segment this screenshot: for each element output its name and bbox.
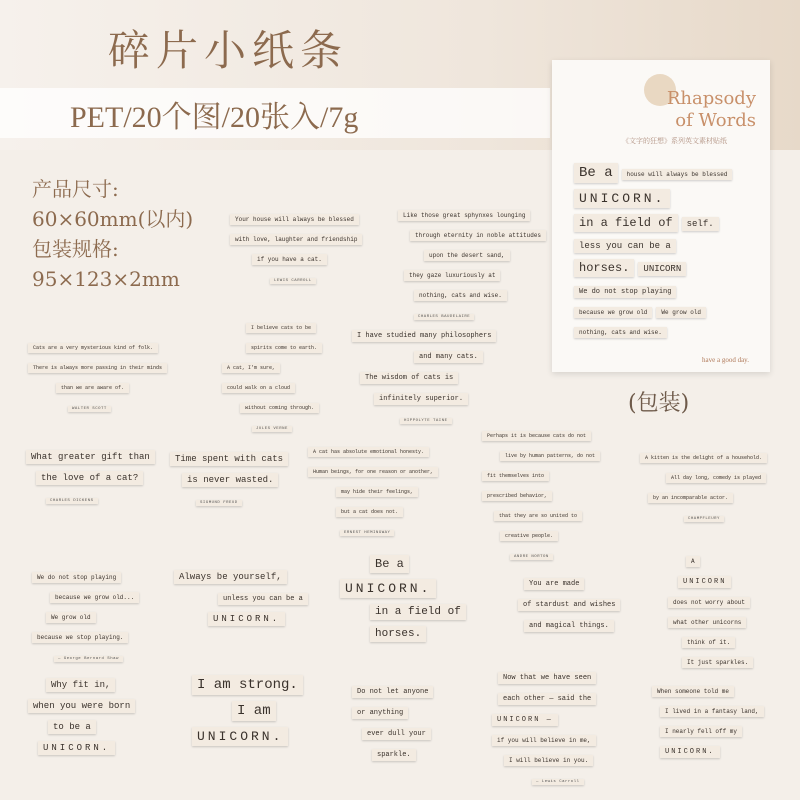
sticker-strip: I have studied many philosophers <box>352 330 496 342</box>
sticker-strip: with love, laughter and friendship <box>230 234 362 245</box>
sticker-sphynxes <box>398 204 546 323</box>
sticker-emotional-honesty <box>308 440 438 539</box>
sticker-strip: Do not let anyone <box>352 686 433 698</box>
package-image <box>552 60 770 372</box>
package-caption: (包装) <box>628 391 690 416</box>
product-subtitle: PET/20个图/20张入/7g <box>70 101 359 134</box>
package-slogan: have a good day. <box>702 356 749 364</box>
sticker-strip: than we are aware of. <box>56 383 129 393</box>
sticker-strip: UNICORN. <box>38 741 115 755</box>
package-strip: Be a <box>574 163 618 183</box>
sticker-strip: UNICORN — <box>492 714 558 726</box>
sticker-strip: each other — said the <box>498 693 596 705</box>
sticker-i-am-strong <box>192 672 303 749</box>
sticker-strip: We grow old <box>46 612 96 623</box>
sticker-strip: A cat, I'm sure, <box>222 363 280 373</box>
package-subtitle: 《文字的狂想》系列英文素材贴纸 <box>622 137 727 145</box>
package-strip: horses. <box>574 259 634 277</box>
sticker-signature: CHAMPFLEURY <box>684 516 724 522</box>
sticker-be-a-unicorn <box>340 552 466 645</box>
sticker-strip: infinitely superior. <box>374 393 468 405</box>
sticker-signature: SIGMUND FREUD <box>196 500 242 506</box>
sticker-spirits <box>222 316 322 435</box>
sticker-time-spent <box>170 448 288 509</box>
sticker-strip: Like those great sphynxes lounging <box>398 210 530 221</box>
sticker-strip: unless you can be a <box>218 593 308 605</box>
sticker-strip: that they are so united to <box>494 511 582 521</box>
sticker-unicorn-sparkles <box>668 550 753 671</box>
sticker-strip: I lived in a fantasy land, <box>660 706 764 717</box>
sticker-kitten-delight <box>640 446 767 525</box>
package-strip: We do not stop playing <box>574 286 676 298</box>
size-value: 60×60mm(以内) <box>32 207 194 231</box>
sticker-strip: because we grow old... <box>50 592 139 603</box>
sticker-philosophers <box>352 324 496 427</box>
sticker-why-fit-in <box>28 674 135 758</box>
sticker-strip: What greater gift than <box>26 450 155 464</box>
sticker-strip: All day long, comedy is played <box>666 473 766 483</box>
pack-value: 95×123×2mm <box>32 267 180 291</box>
sticker-strip: in a field of <box>370 604 466 620</box>
package-title-line2: of Words <box>675 110 756 131</box>
sticker-strip: because we stop playing. <box>32 632 128 643</box>
sticker-signature: ERNEST HEMINGWAY <box>340 530 394 536</box>
sticker-strip: ever dull your <box>362 728 431 740</box>
sticker-strip: could walk on a cloud <box>222 383 295 393</box>
sticker-strip: the love of a cat? <box>36 471 143 485</box>
package-strips <box>574 160 754 341</box>
sticker-greater-gift <box>26 446 155 507</box>
package-strip: We grow old <box>656 307 706 318</box>
sticker-strip: through eternity in noble attitudes <box>410 230 546 241</box>
sticker-stardust <box>518 572 620 635</box>
sticker-strip: may hide their feelings, <box>336 487 418 497</box>
sticker-strip: think of it. <box>682 637 735 648</box>
package-strip: in a field of <box>574 214 678 232</box>
sticker-signature: WALTER SCOTT <box>68 406 111 412</box>
pack-label: 包装规格: <box>32 237 119 261</box>
sticker-strip: Why fit in, <box>46 678 115 692</box>
sticker-strip: what other unicorns <box>668 617 746 628</box>
sticker-strip: prescribed behavior, <box>482 491 552 501</box>
sticker-strip: UNICORN. <box>208 612 285 626</box>
sticker-strip: UNICORN. <box>192 727 288 746</box>
sticker-strip: and many cats. <box>414 351 483 363</box>
sticker-strip: is never wasted. <box>182 473 278 487</box>
sticker-strip: You are made <box>524 578 584 590</box>
page-title: 碎片小纸条 <box>108 26 349 75</box>
sticker-strip: nothing, cats and wise. <box>414 290 507 301</box>
sticker-strip: horses. <box>370 626 426 642</box>
sticker-strip: upon the desert sand, <box>424 250 510 261</box>
package-title-line1: Rhapsody <box>666 88 756 109</box>
sticker-signature: LEWIS CARROLL <box>270 278 316 284</box>
sticker-strip: spirits come to earth. <box>246 343 322 353</box>
package-title <box>604 88 756 132</box>
sticker-strip: I am <box>232 701 276 721</box>
sticker-strip: A kitten is the delight of a household. <box>640 453 767 463</box>
sticker-signature: CHARLES DICKENS <box>46 498 98 504</box>
sticker-strip: A <box>686 556 700 567</box>
sticker-strip: they gaze luxuriously at <box>404 270 500 281</box>
sticker-strip: I will believe in you. <box>504 755 593 766</box>
sticker-strip: to be a <box>48 720 96 734</box>
sticker-signature: HIPPOLYTE TAINE <box>400 418 452 424</box>
sticker-strip: by an incomparable actor. <box>648 493 733 503</box>
sticker-signature: — Lewis Carroll <box>532 779 584 785</box>
sticker-strip: A cat has absolute emotional honesty. <box>308 447 429 457</box>
sticker-strip: if you have a cat. <box>252 254 327 265</box>
package-strip: less you can be a <box>574 239 676 253</box>
size-label: 产品尺寸: <box>32 177 119 201</box>
sticker-cat-house <box>230 208 362 287</box>
sticker-signature: — George Bernard Shaw <box>54 656 123 662</box>
sticker-strip: Human beings, for one reason or another, <box>308 467 438 477</box>
sticker-strip: Be a <box>370 555 409 573</box>
package-strip: house will always be blessed <box>622 169 733 180</box>
package-strip: UNICORN <box>638 262 686 276</box>
sticker-strip: I believe cats to be <box>246 323 316 333</box>
sticker-strip: UNICORN. <box>660 746 720 758</box>
package-strip: self. <box>682 217 719 231</box>
sticker-strip: Time spent with cats <box>170 452 288 466</box>
sticker-fantasy-land <box>652 680 764 761</box>
sticker-strip: Your house will always be blessed <box>230 214 359 225</box>
sticker-strip: Now that we have seen <box>498 672 596 684</box>
sticker-strip: live by human patterns, do not <box>500 451 600 461</box>
sticker-strip: when you were born <box>28 699 135 713</box>
sticker-strip: of stardust and wishes <box>518 599 620 611</box>
sticker-strip: There is always more passing in their minds <box>28 363 167 373</box>
sticker-believe-in-me <box>492 666 596 788</box>
sticker-strip: without coming through. <box>240 403 319 413</box>
sticker-strip: UNICORN <box>678 576 731 588</box>
sticker-strip: and magical things. <box>524 620 614 632</box>
sticker-strip: I nearly fell off my <box>660 726 742 737</box>
sticker-dull-your-sparkle <box>352 680 433 764</box>
sticker-strip: fit themselves into <box>482 471 549 481</box>
sticker-always-be-yourself <box>174 566 308 629</box>
sticker-strip: When someone told me <box>652 686 734 697</box>
sticker-strip: or anything <box>352 707 408 719</box>
sticker-signature: ANDRE NORTON <box>510 554 553 560</box>
sticker-strip: Always be yourself, <box>174 570 287 584</box>
sticker-human-patterns <box>482 424 600 563</box>
sticker-strip: creative people. <box>500 531 558 541</box>
sticker-strip: does not worry about <box>668 597 750 608</box>
product-specs <box>32 174 193 294</box>
sticker-strip: if you will believe in me, <box>492 735 596 746</box>
sticker-strip: The wisdom of cats is <box>360 372 458 384</box>
sticker-strip: I am strong. <box>192 675 303 695</box>
sticker-signature: JULES VERNE <box>252 426 292 432</box>
sticker-signature: CHARLES BAUDELAIRE <box>414 314 474 320</box>
sticker-stop-playing <box>32 566 139 665</box>
sticker-strip: Cats are a very mysterious kind of folk. <box>28 343 158 353</box>
sticker-strip: We do not stop playing <box>32 572 121 583</box>
package-strip: nothing, cats and wise. <box>574 327 667 338</box>
sticker-strip: It just sparkles. <box>682 657 753 668</box>
sticker-strip: sparkle. <box>372 749 416 761</box>
sticker-strip: UNICORN. <box>340 579 436 598</box>
package-strip: UNICORN. <box>574 189 670 208</box>
package-strip: because we grow old <box>574 307 652 318</box>
sticker-mysterious-folk <box>28 336 167 415</box>
sticker-strip: Perhaps it is because cats do not <box>482 431 591 441</box>
sticker-strip: but a cat does not. <box>336 507 403 517</box>
